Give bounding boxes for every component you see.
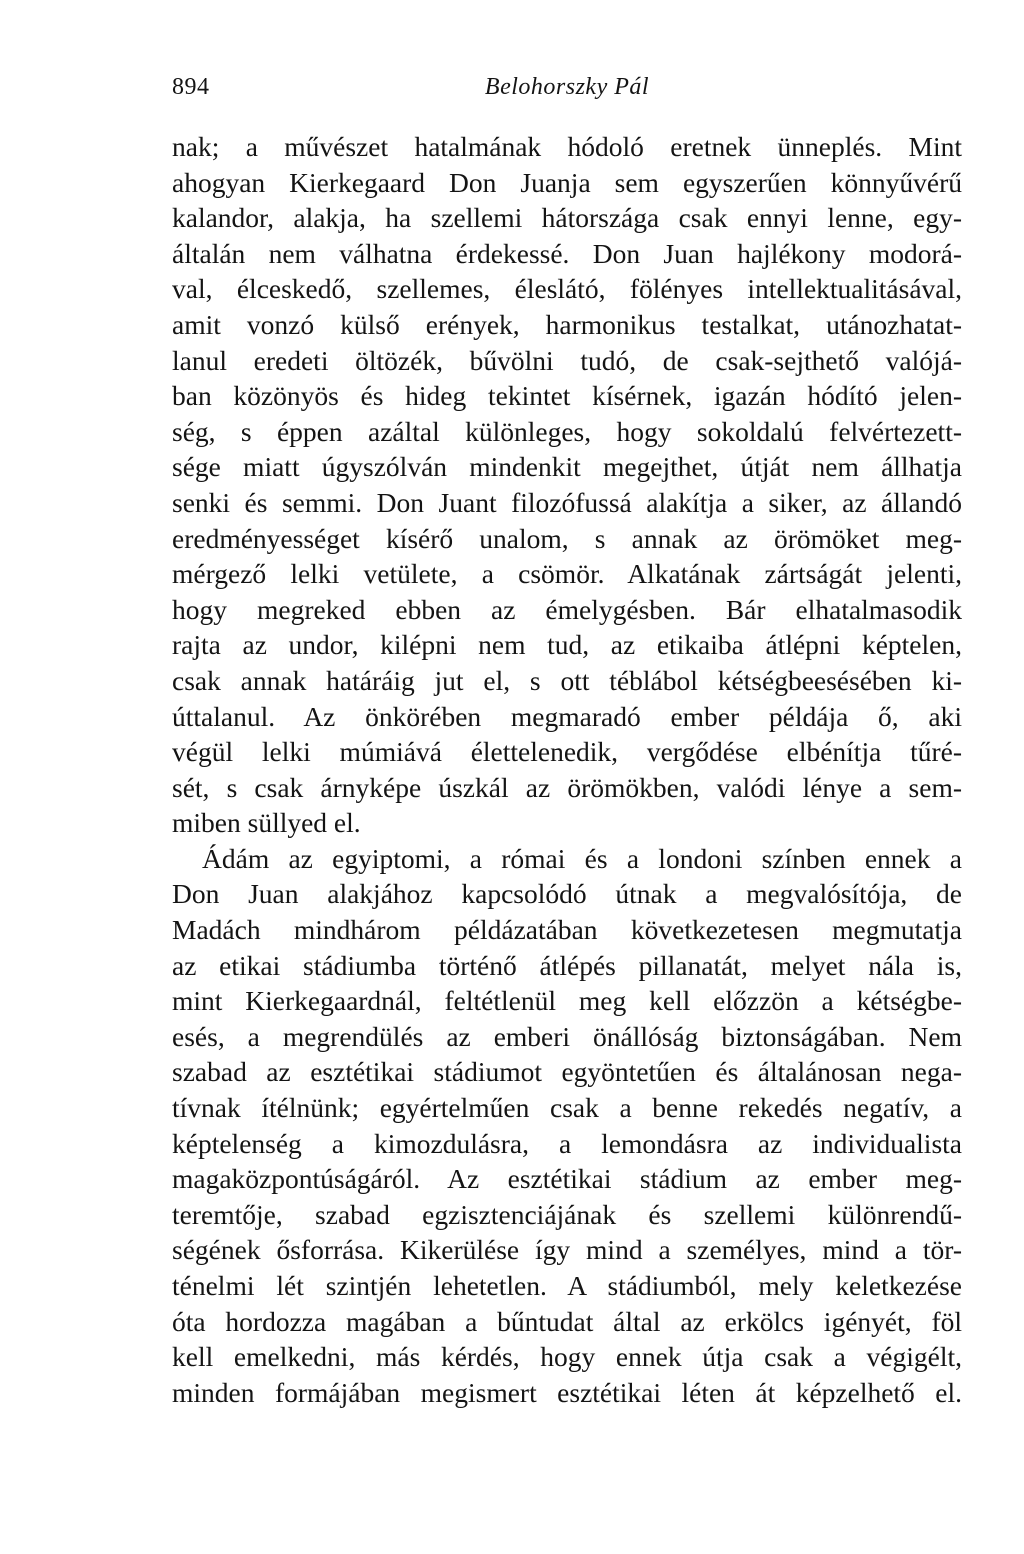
text-line: Don Juan alakjához kapcsolódó útnak a megvalósítója, de	[172, 878, 962, 910]
text-line: óta hordozza magában a bűntudat által az erkölcs igényét, föl	[172, 1305, 962, 1337]
text-line: kalandor, alakja, ha szellemi hátországa csak ennyi lenne, egy-	[172, 202, 962, 234]
text-line: senki és semmi. Don Juant filozófussá alakítja a siker, az állandó	[172, 486, 962, 518]
text-line: amit vonzó külső erények, harmonikus testalkat, utánozhatat-	[172, 308, 962, 340]
text-line: ahogyan Kierkegaard Don Juanja sem egyszerűen könnyűvérű	[172, 166, 962, 198]
text-line: miben süllyed el.	[172, 807, 361, 839]
text-line: az etikai stádiumba történő átlépés pillanatát, melyet nála is,	[172, 949, 962, 981]
text-line: Ádám az egyiptomi, a római és a londoni színben ennek a	[202, 842, 962, 874]
text-line: nak; a művészet hatalmának hódoló eretnek ünneplés. Mint	[172, 131, 962, 162]
text-line: Madách mindhárom példázatában következetesen megmutatja	[172, 914, 962, 946]
text-line: lanul eredeti öltözék, bűvölni tudó, de csak-sejthető valójá-	[172, 344, 962, 376]
text-line: sége miatt úgyszólván mindenkit megejthet, útját nem állhatja	[172, 451, 962, 483]
text-line: magaközpontúságáról. Az esztétikai stádium az ember meg-	[172, 1163, 962, 1195]
text-line: szabad az esztétikai stádiumot egyöntetűen és általánosan nega-	[172, 1056, 962, 1088]
text-line: általán nem válhatna érdekessé. Don Juan hajlékony modorá-	[172, 237, 962, 269]
body-text	[172, 129, 962, 1410]
text-line: esés, a megrendülés az emberi önállóság biztonságában. Nem	[172, 1020, 962, 1052]
text-line: eredményességet kísérő unalom, s annak az örömöket meg-	[172, 522, 962, 554]
text-line: ség, s éppen azáltal különleges, hogy sokoldalú felvértezett-	[172, 415, 962, 447]
text-line: val, élceskedő, szellemes, éleslátó, fölényes intellektualitásával,	[172, 273, 962, 305]
text-line: tívnak ítélnünk; egyértelműen csak a benne rekedés negatív, a	[172, 1092, 962, 1124]
paragraph	[172, 129, 962, 841]
text-line: kell emelkedni, más kérdés, hogy ennek útja csak a végigélt,	[172, 1341, 962, 1373]
text-line: mint Kierkegaardnál, feltétlenül meg kell előzzön a kétségbe-	[172, 985, 962, 1017]
text-line: teremtője, szabad egzisztenciájának és szellemi különrendű-	[172, 1198, 962, 1230]
text-line: hogy megreked ebben az émelygésben. Bár elhatalmasodik	[172, 593, 962, 625]
text-line: rajta az undor, kilépni nem tud, az etikaiba átlépni képtelen,	[172, 629, 962, 661]
page-number: 894	[172, 74, 210, 100]
text-line: ségének ősforrása. Kikerülése így mind a személyes, mind a tör-	[172, 1234, 962, 1266]
text-line: sét, s csak árnyképe úszkál az örömökben, valódi lénye a sem-	[172, 771, 962, 803]
text-line: úttalanul. Az önkörében megmaradó ember példája ő, aki	[172, 700, 962, 732]
text-line: minden formájában megismert esztétikai léten át képzelhető el.	[172, 1376, 962, 1408]
text-line: ban közönyös és hideg tekintet kísérnek, igazán hódító jelen-	[172, 380, 962, 412]
paragraph	[172, 841, 962, 1411]
text-line: ténelmi lét szintjén lehetetlen. A stádiumból, mely keletkezése	[172, 1270, 962, 1301]
text-line: végül lelki múmiává élettelenedik, vergődése elbénítja tűré-	[172, 736, 962, 768]
text-line: csak annak határáig jut el, s ott téblábol kétségbeesésében ki-	[172, 664, 962, 696]
text-line: képtelenség a kimozdulásra, a lemondásra az individualista	[172, 1127, 962, 1159]
running-head: Belohorszky Pál	[484, 74, 650, 100]
text-line: mérgező lelki vetülete, a csömör. Alkatának zártságát jelenti,	[172, 558, 962, 590]
page-header	[172, 74, 962, 104]
